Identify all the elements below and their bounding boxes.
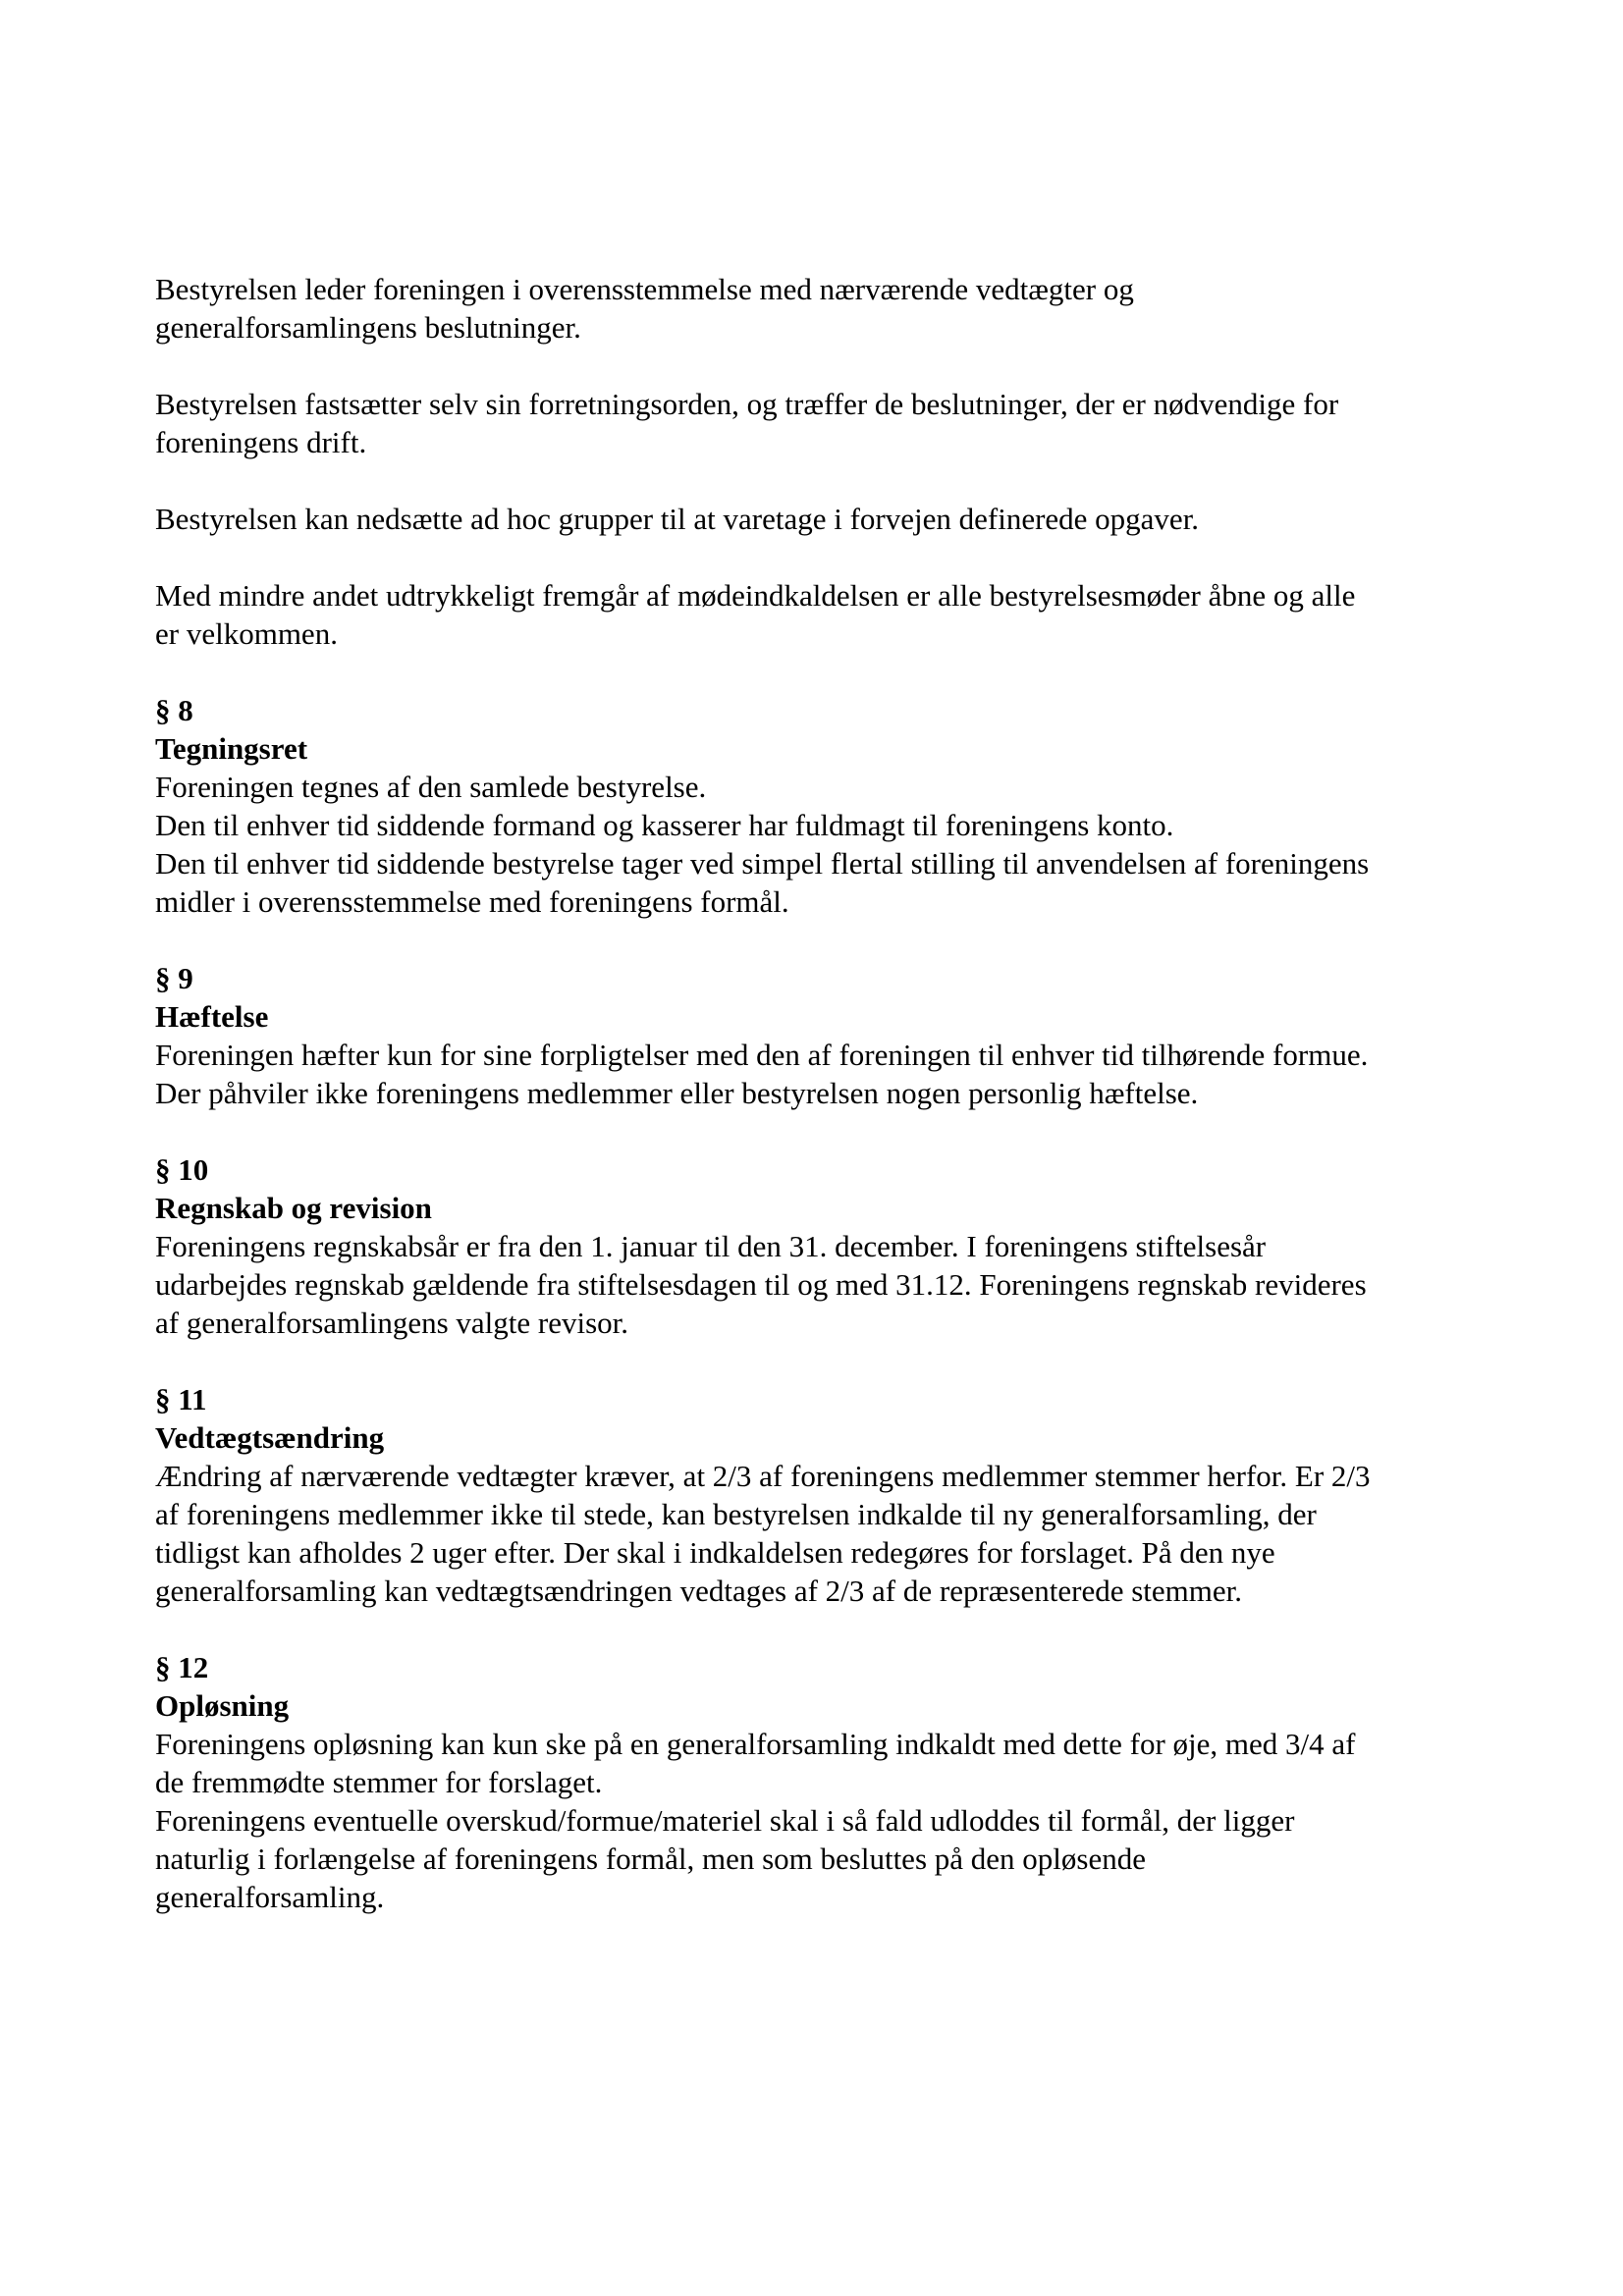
section-body: Foreningens regnskabsår er fra den 1. januar til den 31. december. I foreningens stiftelsesår udarbejdes regnskab gældende fra stiftelsesdagen til og med 31.12. Foreningens regnskab revideres af generalforsamlingens valgte revisor. — [155, 1229, 1367, 1340]
section-8 — [155, 691, 1510, 921]
section-11 — [155, 1380, 1510, 1610]
section-number: § 11 — [155, 1382, 207, 1416]
document-body — [155, 270, 1510, 1954]
section-title: Opløsning — [155, 1688, 290, 1723]
intro-paragraph: Bestyrelsen leder foreningen i overensstemmelse med nærværende vedtægter og generalforsamlingens beslutninger. — [155, 272, 1134, 345]
section-title: Vedtægtsændring — [155, 1420, 385, 1455]
section-number: § 8 — [155, 693, 193, 727]
section-10 — [155, 1150, 1510, 1342]
section-title: Tegningsret — [155, 731, 308, 766]
section-9 — [155, 959, 1510, 1112]
intro-paragraph: Bestyrelsen fastsætter selv sin forretningsorden, og træffer de beslutninger, der er nødvendige for foreningens drift. — [155, 387, 1339, 459]
section-body: Foreningens opløsning kan kun ske på en generalforsamling indkaldt med dette for øje, med 3/4 af de fremmødte stemmer for forslaget. Foreningens eventuelle overskud/formue/materiel skal i så fald udloddes til formål, der ligger naturlig i forlængelse af foreningens formål, men som besluttes på den opløsende generalforsamling. — [155, 1727, 1356, 1914]
intro-paragraph: Med mindre andet udtrykkeligt fremgår af mødeindkaldelsen er alle bestyrelsesmøder åbne og alle er velkommen. — [155, 578, 1356, 651]
intro-paragraph: Bestyrelsen kan nedsætte ad hoc grupper til at varetage i forvejen definerede opgaver. — [155, 502, 1200, 536]
section-number: § 10 — [155, 1152, 209, 1187]
section-12 — [155, 1648, 1510, 1916]
section-number: § 12 — [155, 1650, 209, 1684]
section-number: § 9 — [155, 961, 193, 995]
section-body: Ændring af nærværende vedtægter kræver, at 2/3 af foreningens medlemmer stemmer herfor. Er 2/3 af foreningens medlemmer ikke til stede, kan bestyrelsen indkalde til ny generalforsamling, der tidligst kan afholdes 2 uger efter. Der skal i indkaldelsen redegøres for forslaget. På den nye generalforsamling kan vedtægtsændringen vedtages af 2/3 af de repræsenterede stemmer. — [155, 1459, 1371, 1608]
section-title: Hæftelse — [155, 999, 269, 1034]
section-body: Foreningen tegnes af den samlede bestyrelse. Den til enhver tid siddende formand og kasserer har fuldmagt til foreningens konto. Den til enhver tid siddende bestyrelse tager ved simpel flertal stilling til anvendelsen af foreningens midler i overensstemmelse med foreningens formål. — [155, 770, 1370, 919]
section-title: Regnskab og revision — [155, 1191, 432, 1225]
section-body: Foreningen hæfter kun for sine forpligtelser med den af foreningen til enhver tid tilhørende formue. Der påhviler ikke foreningens medlemmer eller bestyrelsen nogen personlig hæftelse. — [155, 1038, 1369, 1110]
